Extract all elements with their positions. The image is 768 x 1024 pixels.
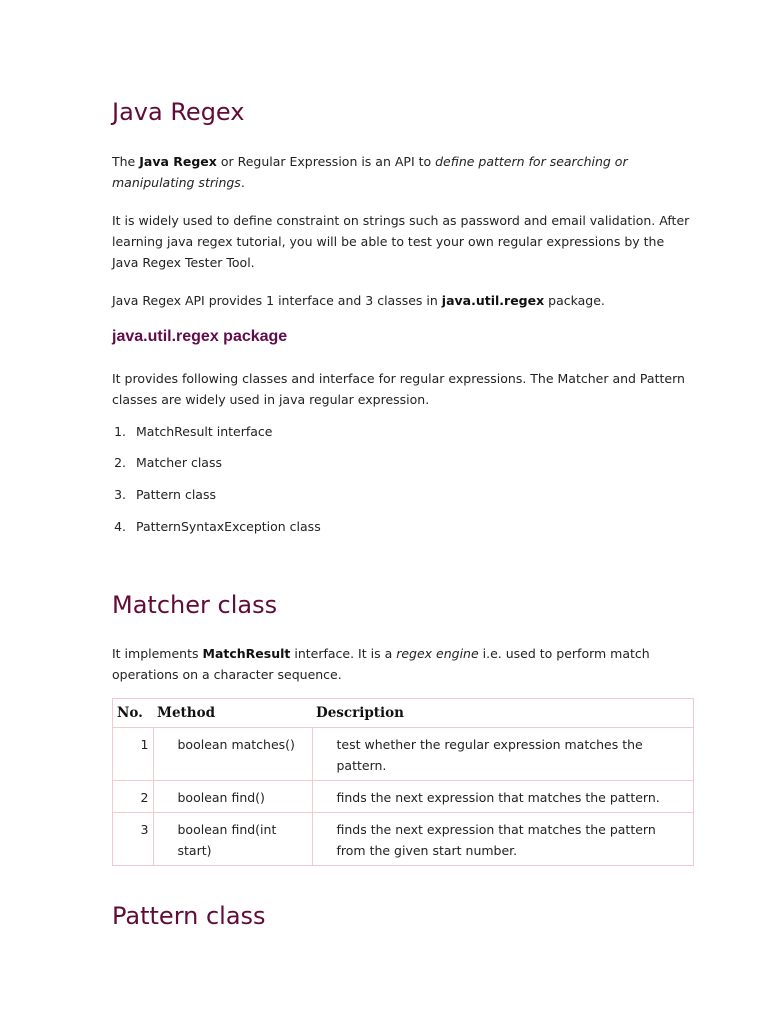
list-number: 3. bbox=[114, 487, 126, 502]
row-number: 1 bbox=[113, 728, 154, 781]
list-label: Matcher class bbox=[136, 455, 222, 470]
matcher-text: interface. It is a bbox=[290, 646, 397, 661]
table-header-row bbox=[113, 699, 694, 728]
row-description: finds the next expression that matches the pattern. bbox=[312, 781, 694, 813]
row-method: boolean matches() bbox=[153, 728, 312, 781]
intro-paragraph-2: It is widely used to define constraint on strings such as password and email validation. After learning java regex tutorial, you will be able to test your own regular expressions by the Java Regex Tester Tool. bbox=[112, 213, 690, 270]
table-row bbox=[113, 781, 694, 813]
list-item bbox=[100, 487, 216, 503]
matcher-methods-table bbox=[112, 698, 694, 866]
list-label: PatternSyntaxException class bbox=[136, 519, 321, 534]
row-number: 2 bbox=[113, 781, 154, 813]
list-number: 4. bbox=[114, 519, 126, 534]
page-title: Java Regex bbox=[112, 98, 245, 126]
package-description: It provides following classes and interface for regular expressions. The Matcher and Pattern classes are widely used in java regular expression. bbox=[112, 371, 685, 407]
intro-paragraph-3 bbox=[112, 290, 692, 311]
intro-text: Java Regex API provides 1 interface and 3 classes in bbox=[112, 293, 442, 308]
header-no: No. bbox=[113, 699, 154, 728]
matcher-description bbox=[112, 643, 692, 685]
matcher-text: i.e. used to perform match operations on a character sequence. bbox=[112, 646, 650, 682]
table-row bbox=[113, 813, 694, 866]
matcher-section-heading: Matcher class bbox=[112, 591, 278, 619]
row-description: test whether the regular expression matches the pattern. bbox=[312, 728, 694, 781]
row-description: finds the next expression that matches the pattern from the given start number. bbox=[312, 813, 694, 866]
intro-emphasis: define pattern for searching or manipulating strings bbox=[112, 154, 628, 190]
table-row bbox=[113, 728, 694, 781]
intro-text: package. bbox=[544, 293, 605, 308]
list-number: 1. bbox=[114, 424, 126, 439]
pattern-section-heading: Pattern class bbox=[112, 902, 266, 930]
list-number: 2. bbox=[114, 455, 126, 470]
matchresult-term: MatchResult bbox=[202, 646, 291, 661]
java-regex-term: Java Regex bbox=[139, 154, 217, 169]
list-label: MatchResult interface bbox=[136, 424, 273, 439]
intro-text: The bbox=[112, 154, 140, 169]
header-description: Description bbox=[312, 699, 694, 728]
header-method: Method bbox=[153, 699, 312, 728]
matcher-text: It implements bbox=[112, 646, 203, 661]
list-label: Pattern class bbox=[136, 487, 216, 502]
list-item bbox=[100, 455, 222, 471]
intro-text: . bbox=[240, 175, 245, 190]
intro-text: or Regular Expression is an API to bbox=[216, 154, 436, 169]
row-number: 3 bbox=[113, 813, 154, 866]
row-method: boolean find(int start) bbox=[153, 813, 312, 866]
list-item bbox=[100, 424, 273, 440]
package-section-heading: java.util.regex package bbox=[112, 328, 288, 345]
regex-engine-term: regex engine bbox=[396, 646, 479, 661]
list-item bbox=[100, 519, 321, 535]
row-method: boolean find() bbox=[153, 781, 312, 813]
package-name: java.util.regex bbox=[441, 293, 545, 308]
intro-paragraph-1 bbox=[112, 151, 692, 193]
